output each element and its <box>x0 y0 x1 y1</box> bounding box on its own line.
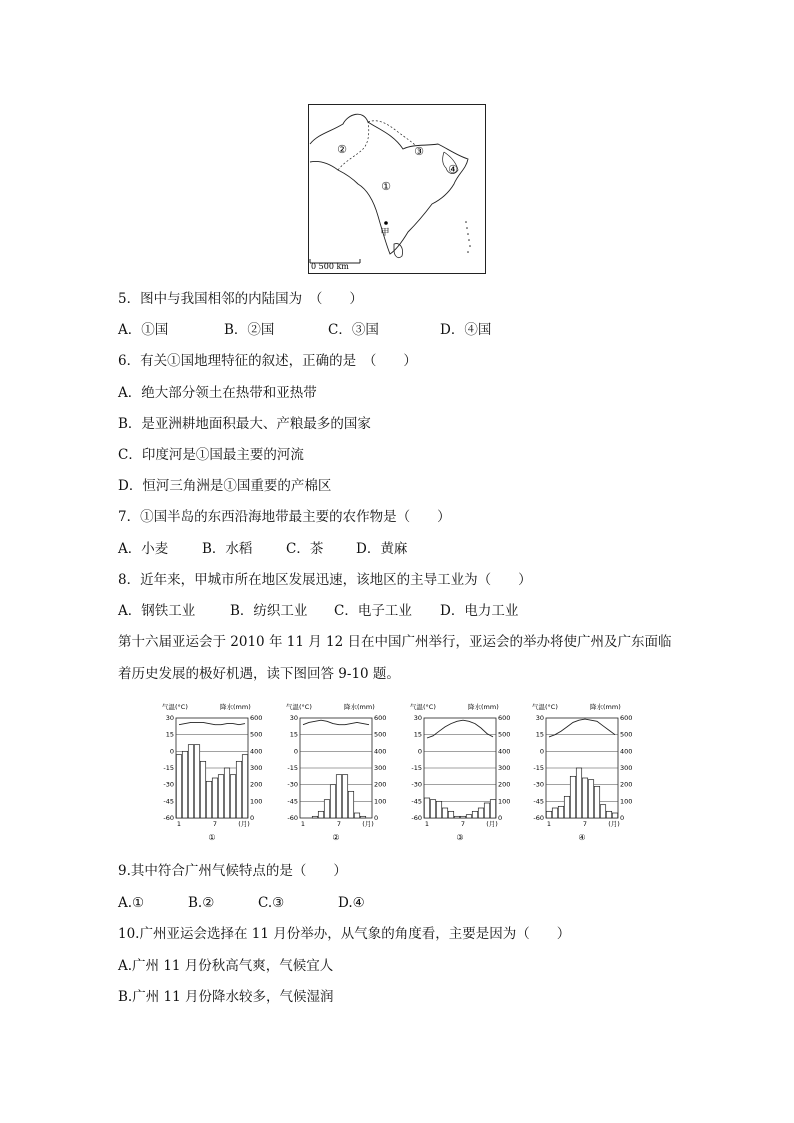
chart-left-tick: -30 <box>287 780 298 789</box>
chart-left-tick: -60 <box>533 814 544 822</box>
precip-bar <box>588 780 593 818</box>
temp-line <box>427 720 493 738</box>
q7-stem: 7．①国半岛的东西沿海地带最主要的农作物是（ ） <box>118 509 451 525</box>
q5-options <box>118 320 491 340</box>
precip-bar <box>478 808 483 818</box>
climate-chart-4 <box>530 700 640 850</box>
chart-right-tick: 300 <box>250 764 263 772</box>
chart-right-tick: 400 <box>498 747 511 756</box>
chart-left-tick: -15 <box>163 764 174 772</box>
precip-bar <box>576 768 581 818</box>
q7-option-b[interactable]: B．水稻 <box>202 541 253 557</box>
temp-line <box>179 722 245 724</box>
chart-right-tick: 400 <box>374 747 387 756</box>
chart-label: ① <box>208 833 216 842</box>
chart-temp-axis-label: 气温(°C) <box>162 703 188 711</box>
chart-right-tick: 500 <box>498 730 511 739</box>
q5-option-c[interactable]: C．③国 <box>328 322 379 338</box>
precip-bar <box>564 796 569 818</box>
precip-bar <box>182 751 187 818</box>
chart-right-tick: 300 <box>498 764 511 772</box>
precip-bar <box>330 785 335 818</box>
chart-right-tick: 600 <box>374 714 387 722</box>
chart-right-tick: 200 <box>374 780 387 789</box>
map-label-2: ② <box>337 143 347 156</box>
chart-right-tick: 0 <box>250 814 255 822</box>
chart-precip-axis-label: 降水(mm) <box>468 703 499 711</box>
chart-left-tick: -45 <box>533 797 544 806</box>
chart-right-tick: 100 <box>250 797 263 806</box>
precip-bar <box>212 778 217 818</box>
chart-left-tick: 30 <box>165 714 174 722</box>
chart-x-tick: 1 <box>546 820 552 828</box>
chart-left-tick: 15 <box>535 730 544 739</box>
q7-option-c[interactable]: C．茶 <box>286 541 324 557</box>
chart-x-tick: 1 <box>300 820 306 828</box>
q5-stem: 5．图中与我国相邻的内陆国为 （ ） <box>118 291 363 307</box>
precip-bar <box>582 778 587 818</box>
q6-option-b[interactable]: B．是亚洲耕地面积最大、产粮最多的国家 <box>118 416 371 432</box>
chart-left-tick: -30 <box>533 780 544 789</box>
q8-options <box>118 601 518 621</box>
chart-left-tick: 0 <box>293 747 298 756</box>
precip-bar <box>558 806 563 818</box>
q5-option-b[interactable]: B．②国 <box>224 322 275 338</box>
precip-bar <box>318 811 323 818</box>
chart-left-tick: -60 <box>163 814 174 822</box>
chart-x-tick: (月) <box>362 820 374 828</box>
precip-bar <box>546 811 551 818</box>
chart-x-tick: (月) <box>608 820 620 828</box>
precip-bar <box>236 761 241 818</box>
q8-stem: 8．近年来，甲城市所在地区发展迅速，该地区的主导工业为（ ） <box>118 572 532 588</box>
chart-right-tick: 500 <box>374 730 387 739</box>
precip-bar <box>612 813 617 818</box>
q9-option-d[interactable]: D.④ <box>338 895 365 911</box>
chart-right-tick: 100 <box>374 797 387 806</box>
chart-left-tick: 0 <box>169 747 174 756</box>
city-dot <box>384 221 388 225</box>
precip-bar <box>176 755 181 818</box>
precip-bar <box>472 811 477 818</box>
map-label-1: ① <box>381 180 391 193</box>
q9-options <box>118 893 365 913</box>
temp-line <box>303 720 369 725</box>
precip-bar <box>354 813 359 818</box>
chart-left-tick: 30 <box>413 714 422 722</box>
chart-x-tick: (月) <box>238 820 250 828</box>
chart-temp-axis-label: 气温(°C) <box>286 703 312 711</box>
chart-right-tick: 400 <box>620 747 633 756</box>
precip-bar <box>594 786 599 818</box>
precip-bar <box>336 775 341 818</box>
precip-bar <box>242 755 247 818</box>
chart-x-tick: 7 <box>336 820 342 828</box>
q8-option-c[interactable]: C．电子工业 <box>334 603 412 619</box>
chart-left-tick: 30 <box>289 714 298 722</box>
precip-bar <box>206 781 211 818</box>
map-scale-label: 0 500 km <box>311 262 349 271</box>
chart-precip-axis-label: 降水(mm) <box>590 703 621 711</box>
q7-options <box>118 539 407 559</box>
chart-label: ③ <box>456 833 464 842</box>
chart-left-tick: -15 <box>533 764 544 772</box>
q5-option-d[interactable]: D．④国 <box>440 322 492 338</box>
chart-right-tick: 500 <box>620 730 633 739</box>
chart-right-tick: 0 <box>498 814 503 822</box>
chart-precip-axis-label: 降水(mm) <box>220 703 251 711</box>
precip-bar <box>188 745 193 818</box>
climate-chart-2 <box>284 700 394 850</box>
map-city-label: 甲 <box>380 228 390 238</box>
chart-left-tick: 0 <box>539 747 544 756</box>
precip-bar <box>442 808 447 818</box>
intro-line-1: 第十六届亚运会于 2010 年 11 月 12 日在中国广州举行，亚运会的举办将使广州及广东面临 <box>118 634 672 650</box>
q6-option-a[interactable]: A．绝大部分领土在热带和亚热带 <box>118 385 317 401</box>
chart-right-tick: 200 <box>498 780 511 789</box>
precip-bar <box>424 798 429 818</box>
q7-option-a[interactable]: A．小麦 <box>118 541 169 557</box>
q5-option-a[interactable]: A．①国 <box>118 322 169 338</box>
q8-option-b[interactable]: B．纺织工业 <box>230 603 308 619</box>
q7-option-d[interactable]: D．黄麻 <box>356 541 408 557</box>
chart-right-tick: 100 <box>498 797 511 806</box>
chart-x-tick: 1 <box>176 820 182 828</box>
chart-temp-axis-label: 气温(°C) <box>532 703 558 711</box>
chart-right-tick: 500 <box>250 730 263 739</box>
chart-precip-axis-label: 降水(mm) <box>344 703 375 711</box>
precip-bar <box>230 775 235 818</box>
precip-bar <box>570 776 575 818</box>
precip-bar <box>224 768 229 818</box>
map-label-4: ④ <box>448 163 458 176</box>
chart-right-tick: 600 <box>498 714 511 722</box>
q10-option-a[interactable]: A.广州 11 月份秋高气爽，气候宜人 <box>118 958 334 974</box>
chart-left-tick: 15 <box>413 730 422 739</box>
intro-line-2: 着历史发展的极好机遇，读下图回答 9-10 题。 <box>118 666 400 682</box>
precip-bar <box>600 805 605 818</box>
chart-right-tick: 600 <box>250 714 263 722</box>
precip-bar <box>194 745 199 818</box>
chart-left-tick: -45 <box>411 797 422 806</box>
climate-charts <box>160 700 640 850</box>
precip-bar <box>490 800 495 818</box>
precip-bar <box>552 808 557 818</box>
q6-option-c[interactable]: C．印度河是①国最主要的河流 <box>118 447 304 463</box>
precip-bar <box>460 816 465 818</box>
precip-bar <box>324 800 329 818</box>
q10-stem: 10.广州亚运会选择在 11 月份举办，从气象的角度看，主要是因为（ ） <box>118 926 571 942</box>
chart-left-tick: -15 <box>287 764 298 772</box>
climate-chart-3 <box>408 700 518 850</box>
chart-left-tick: -45 <box>287 797 298 806</box>
q9-option-b[interactable]: B.② <box>188 895 215 911</box>
q9-option-c[interactable]: C.③ <box>258 895 285 911</box>
q9-option-a[interactable]: A.① <box>118 895 145 911</box>
precip-bar <box>606 811 611 818</box>
precip-bar <box>360 816 365 818</box>
precip-bar <box>342 775 347 818</box>
precip-bar <box>448 811 453 818</box>
chart-x-tick: 1 <box>424 820 430 828</box>
chart-left-tick: -60 <box>287 814 298 822</box>
q9-stem: 9.其中符合广州气候特点的是（ ） <box>118 863 347 879</box>
chart-label: ④ <box>578 833 586 842</box>
precip-bar <box>484 803 489 818</box>
chart-x-tick: 7 <box>212 820 218 828</box>
chart-right-tick: 0 <box>374 814 379 822</box>
chart-left-tick: 15 <box>289 730 298 739</box>
chart-left-tick: -45 <box>163 797 174 806</box>
climate-chart-1 <box>160 700 270 850</box>
chart-label: ② <box>332 833 340 842</box>
map-label-3: ③ <box>414 145 424 158</box>
precip-bar <box>312 816 317 818</box>
q10-option-b[interactable]: B.广州 11 月份降水较多，气候湿润 <box>118 989 334 1005</box>
chart-left-tick: 30 <box>535 714 544 722</box>
q8-option-a[interactable]: A．钢铁工业 <box>118 603 196 619</box>
chart-temp-axis-label: 气温(°C) <box>410 703 436 711</box>
precip-bar <box>436 801 441 818</box>
chart-right-tick: 400 <box>250 747 263 756</box>
precip-bar <box>218 775 223 818</box>
precip-bar <box>430 800 435 818</box>
precip-bar <box>466 815 471 818</box>
precip-bar <box>200 761 205 818</box>
chart-right-tick: 600 <box>620 714 633 722</box>
q8-option-d[interactable]: D．电力工业 <box>440 603 519 619</box>
chart-left-tick: -15 <box>411 764 422 772</box>
precip-bar <box>454 816 459 818</box>
chart-right-tick: 200 <box>620 780 633 789</box>
chart-x-tick: 7 <box>582 820 588 828</box>
temp-line <box>549 719 615 737</box>
chart-right-tick: 200 <box>250 780 263 789</box>
precip-bar <box>348 791 353 818</box>
chart-left-tick: -60 <box>411 814 422 822</box>
chart-left-tick: 0 <box>417 747 422 756</box>
chart-left-tick: 15 <box>165 730 174 739</box>
chart-left-tick: -30 <box>411 780 422 789</box>
chart-right-tick: 100 <box>620 797 633 806</box>
chart-x-tick: 7 <box>460 820 466 828</box>
chart-left-tick: -30 <box>163 780 174 789</box>
south-asia-map <box>308 104 486 274</box>
chart-right-tick: 300 <box>374 764 387 772</box>
chart-right-tick: 300 <box>620 764 633 772</box>
chart-right-tick: 0 <box>620 814 625 822</box>
q6-option-d[interactable]: D．恒河三角洲是①国重要的产棉区 <box>118 478 332 494</box>
q6-stem: 6．有关①国地理特征的叙述，正确的是 （ ） <box>118 353 417 369</box>
chart-x-tick: (月) <box>486 820 498 828</box>
